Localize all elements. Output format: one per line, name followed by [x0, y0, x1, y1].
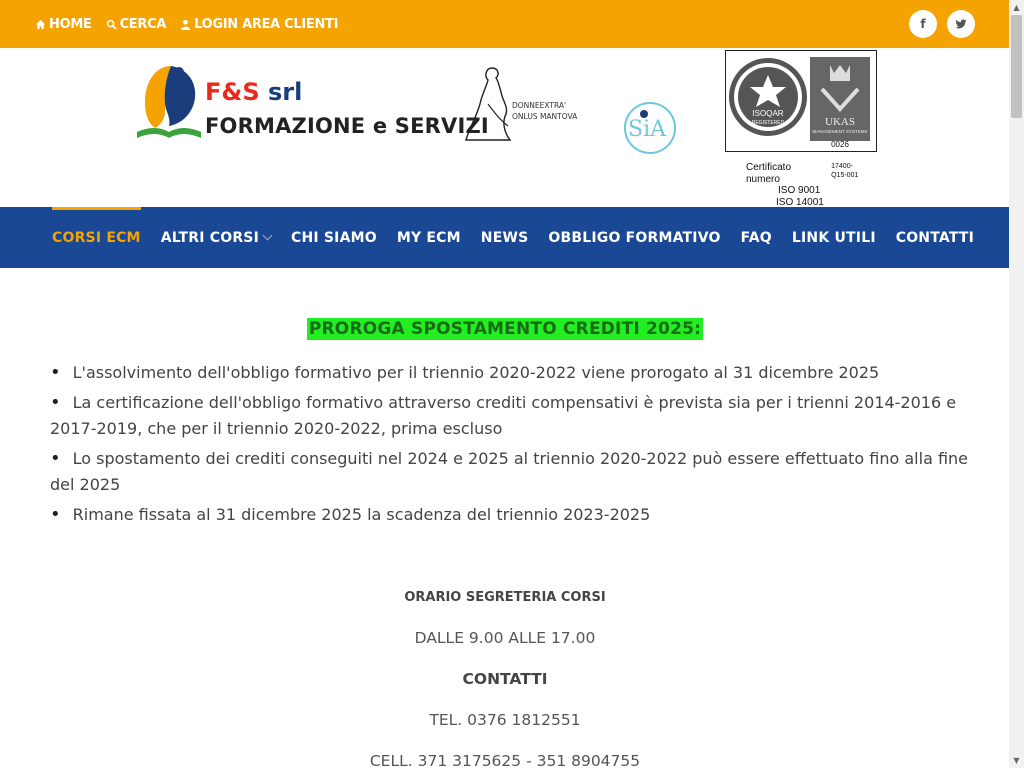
donneextra-line1: DONNEEXTRA'	[512, 101, 567, 110]
certification-badge	[725, 50, 877, 152]
nav-items	[52, 207, 974, 268]
nav-item-label: NEWS	[480, 229, 529, 246]
brand-name-accent: F&S	[205, 78, 260, 106]
cert-line-2: ISO 14001	[776, 196, 824, 208]
cert-number: 17400-Q15-001	[831, 163, 859, 179]
list-item: • L'assolvimento dell'obbligo formativo per il triennio 2020-2022 viene prorogato al 31 dicembre 2025	[50, 360, 970, 386]
sia-logo[interactable]	[622, 98, 678, 156]
home-link-label: HOME	[49, 16, 92, 32]
home-link[interactable]	[35, 17, 92, 32]
notice-container	[50, 318, 960, 340]
mobile-text: CELL. 371 3175625 - 351 8904755	[369, 752, 641, 770]
nav-item-corsi-ecm[interactable]	[52, 207, 141, 268]
list-item: • La certificazione dell'obbligo formativo attraverso crediti compensativi è prevista sia per i trienni 2014-2016 e 2017-2019, che per il triennio 2020-2022, prima escluso	[50, 390, 970, 442]
user-icon	[180, 19, 191, 30]
notice-highlight: PROROGA SPOSTAMENTO CREDITI 2025:	[308, 319, 702, 339]
chevron-down-icon	[263, 231, 273, 241]
cert-line-1: ISO 9001	[778, 185, 821, 196]
nav-item-label: CORSI ECM	[52, 229, 141, 246]
twitter-icon	[955, 18, 967, 30]
contacts-title: CONTATTI	[462, 670, 548, 688]
bullet-list	[50, 360, 970, 532]
nav-item-chi-siamo[interactable]	[291, 207, 377, 268]
login-link[interactable]	[180, 17, 338, 32]
search-link-label: CERCA	[119, 16, 167, 32]
registered-label: REGISTERED	[751, 120, 785, 126]
top-bar	[0, 0, 1009, 48]
twitter-button[interactable]	[947, 10, 975, 38]
nav-item-label: LINK UTILI	[791, 229, 876, 246]
brand-name-suffix: srl	[259, 78, 303, 106]
top-links	[35, 0, 338, 48]
scrollbar-thumb[interactable]	[1011, 15, 1022, 118]
isoqar-label: ISOQAR	[752, 109, 784, 118]
phone-text: TEL. 0376 1812551	[429, 711, 581, 729]
facebook-icon: f	[920, 17, 926, 31]
donneextra-text	[512, 100, 577, 122]
hours-text: DALLE 9.00 ALLE 17.00	[414, 629, 596, 647]
management-systems-label: MANAGEMENT SYSTEMS	[812, 129, 868, 134]
nav-item-altri-corsi[interactable]	[161, 207, 271, 268]
search-link[interactable]	[106, 17, 167, 32]
ukas-label: UKAS	[825, 116, 855, 128]
nav-item-label: OBBLIGO FORMATIVO	[548, 229, 721, 246]
cert-line-0: Certificato numero	[746, 162, 792, 185]
donneextra-line2: ONLUS MANTOVA	[512, 112, 578, 121]
site-header	[0, 48, 1009, 207]
sia-logo-icon	[622, 98, 678, 156]
nav-item-faq[interactable]	[741, 207, 772, 268]
scroll-down-arrow-icon[interactable]: ▼	[1013, 756, 1020, 765]
nav-item-link-utili[interactable]	[792, 207, 876, 268]
nav-item-label: MY ECM	[396, 229, 461, 246]
nav-item-label: ALTRI CORSI	[160, 229, 260, 246]
main-navbar	[0, 207, 1009, 268]
nav-item-my-ecm[interactable]	[397, 207, 461, 268]
nav-item-news[interactable]	[481, 207, 529, 268]
fs-logo-icon	[135, 62, 203, 142]
page-scrollbar[interactable]	[1009, 0, 1024, 768]
brand-tagline: FORMAZIONE e SERVIZI	[205, 114, 489, 138]
home-icon	[35, 19, 46, 30]
facebook-button[interactable]	[909, 10, 937, 38]
brand-name	[205, 78, 302, 106]
nav-item-label: CHI SIAMO	[291, 229, 377, 246]
ukas-number: 0026	[831, 140, 849, 149]
nav-item-contatti[interactable]	[896, 207, 974, 268]
certification-badge-icon	[726, 51, 876, 151]
hours-title: ORARIO SEGRETERIA CORSI	[404, 590, 606, 605]
scroll-up-arrow-icon[interactable]: ▲	[1013, 3, 1020, 12]
sia-text: SiA	[628, 117, 666, 142]
nav-item-obbligo-formativo[interactable]	[548, 207, 720, 268]
fs-logo[interactable]	[135, 60, 489, 142]
nav-item-label: FAQ	[740, 229, 772, 246]
search-icon	[106, 19, 117, 30]
list-item: • Rimane fissata al 31 dicembre 2025 la scadenza del triennio 2023-2025	[50, 502, 970, 528]
login-link-label: LOGIN AREA CLIENTI	[194, 16, 339, 32]
list-item: • Lo spostamento dei crediti conseguiti nel 2024 e 2025 al triennio 2020-2022 può essere effettuato fino alla fine del 2025	[50, 446, 970, 498]
donneextra-logo[interactable]	[462, 64, 582, 144]
nav-item-label: CONTATTI	[895, 229, 975, 246]
